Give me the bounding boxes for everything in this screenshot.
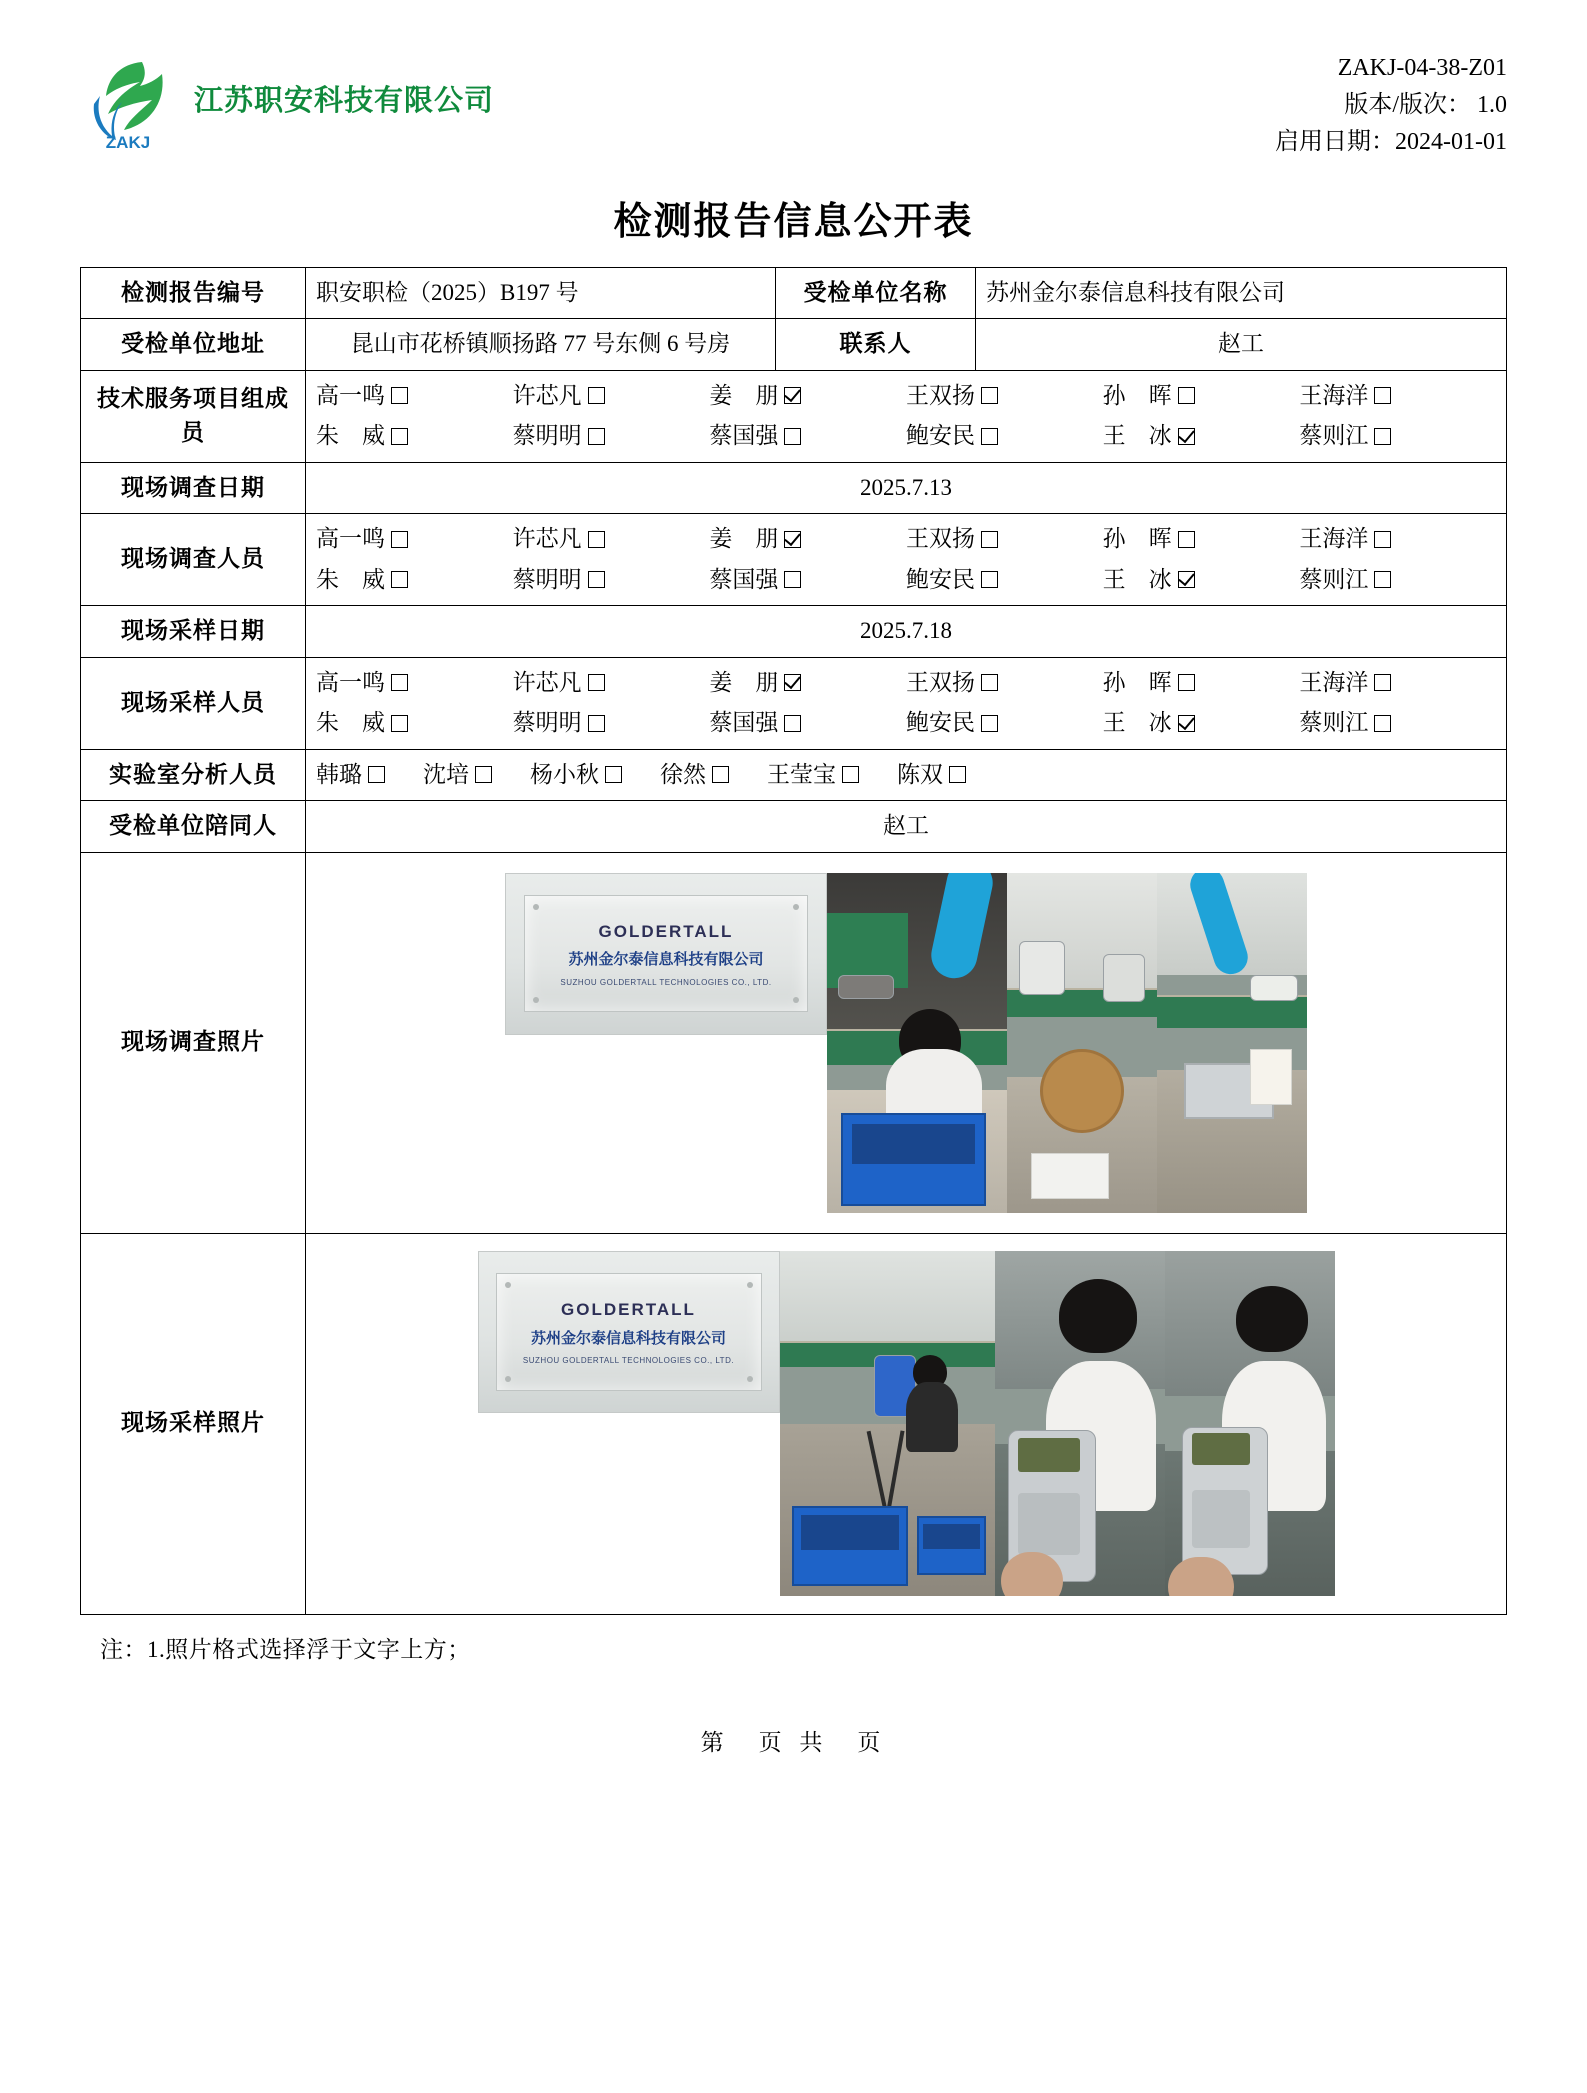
document-version: 版本/版次： 1.0 bbox=[1344, 92, 1507, 119]
person-checkbox-item[interactable] bbox=[1299, 419, 1496, 454]
person-name: 王莹宝 bbox=[767, 761, 836, 787]
person-name: 朱 威 bbox=[316, 710, 385, 736]
survey-people-label: 现场调查人员 bbox=[81, 514, 306, 606]
checkbox-empty-icon[interactable] bbox=[1374, 715, 1391, 732]
person-name: 蔡国强 bbox=[709, 710, 779, 736]
survey-date-label: 现场调查日期 bbox=[81, 462, 306, 514]
person-name: 孙 晖 bbox=[1102, 526, 1172, 552]
person-checkbox-item[interactable] bbox=[316, 379, 513, 414]
lab-people-list bbox=[316, 758, 1496, 793]
table-row bbox=[81, 852, 1507, 1233]
checkbox-empty-icon[interactable] bbox=[1374, 387, 1391, 404]
checkbox-empty-icon[interactable] bbox=[1374, 674, 1391, 691]
person-name: 鲍安民 bbox=[906, 710, 975, 736]
checkbox-empty-icon[interactable] bbox=[391, 715, 408, 732]
checkbox-empty-icon[interactable] bbox=[1178, 387, 1195, 404]
person-checkbox-item[interactable] bbox=[530, 758, 622, 793]
person-name: 蔡明明 bbox=[512, 423, 582, 449]
checkbox-empty-icon[interactable] bbox=[784, 715, 801, 732]
person-checkbox-item[interactable] bbox=[316, 419, 513, 454]
checkbox-empty-icon[interactable] bbox=[588, 428, 605, 445]
survey-photo-cell bbox=[306, 852, 1507, 1233]
photo-workshop-spools bbox=[1007, 873, 1157, 1213]
checkbox-empty-icon[interactable] bbox=[1374, 531, 1391, 548]
svg-text:ZAKJ: ZAKJ bbox=[105, 133, 151, 152]
table-row bbox=[81, 462, 1507, 514]
sign-sub-name-2: SUZHOU GOLDERTALL TECHNOLOGIES CO., LTD. bbox=[522, 1356, 735, 1366]
person-checkbox-item[interactable] bbox=[906, 666, 1103, 701]
person-checkbox-item[interactable] bbox=[709, 666, 906, 701]
person-name: 蔡国强 bbox=[709, 566, 779, 592]
table-row bbox=[81, 801, 1507, 853]
checkbox-empty-icon[interactable] bbox=[981, 428, 998, 445]
checkbox-checked-icon[interactable] bbox=[1178, 715, 1195, 732]
table-row bbox=[81, 657, 1507, 749]
photo-handheld-meter-1 bbox=[995, 1251, 1165, 1596]
sampling-photo-label: 现场采样照片 bbox=[81, 1233, 306, 1614]
sign-cn-name: 苏州金尔泰信息科技有限公司 bbox=[568, 951, 764, 969]
sign-sub-name: SUZHOU GOLDERTALL TECHNOLOGIES CO., LTD. bbox=[560, 977, 772, 987]
person-checkbox-item[interactable] bbox=[316, 522, 513, 557]
survey-people-grid bbox=[316, 522, 1496, 597]
person-checkbox-item[interactable] bbox=[1103, 379, 1300, 414]
person-checkbox-item[interactable] bbox=[1103, 706, 1300, 741]
team-label: 技术服务项目组成员 bbox=[81, 370, 306, 462]
person-name: 王 冰 bbox=[1102, 423, 1172, 449]
checkbox-empty-icon[interactable] bbox=[981, 674, 998, 691]
effective-date: 启用日期：2024-01-01 bbox=[1275, 129, 1507, 156]
lab-people-cell bbox=[306, 749, 1507, 801]
person-name: 王 冰 bbox=[1102, 566, 1172, 592]
person-checkbox-item[interactable] bbox=[316, 666, 513, 701]
contact-value: 赵工 bbox=[976, 319, 1507, 371]
checkbox-empty-icon[interactable] bbox=[368, 766, 385, 783]
person-checkbox-item[interactable] bbox=[906, 419, 1103, 454]
sampling-people-grid bbox=[316, 666, 1496, 741]
person-checkbox-item[interactable] bbox=[513, 522, 710, 557]
brand-block bbox=[80, 44, 494, 152]
header-meta bbox=[1275, 44, 1507, 162]
person-checkbox-item[interactable] bbox=[906, 706, 1103, 741]
person-checkbox-item[interactable] bbox=[1103, 419, 1300, 454]
checkbox-empty-icon[interactable] bbox=[1178, 674, 1195, 691]
checkbox-empty-icon[interactable] bbox=[588, 674, 605, 691]
photo-handheld-meter-2 bbox=[1165, 1251, 1335, 1596]
person-checkbox-item[interactable] bbox=[1299, 563, 1496, 598]
person-checkbox-item[interactable] bbox=[513, 379, 710, 414]
photo-company-sign bbox=[505, 873, 827, 1035]
checkbox-empty-icon[interactable] bbox=[588, 715, 605, 732]
person-name: 高一鸣 bbox=[316, 382, 385, 408]
person-checkbox-item[interactable] bbox=[709, 563, 906, 598]
person-name: 姜 朋 bbox=[709, 382, 779, 408]
person-checkbox-item[interactable] bbox=[1103, 666, 1300, 701]
person-checkbox-item[interactable] bbox=[423, 758, 492, 793]
checkbox-empty-icon[interactable] bbox=[712, 766, 729, 783]
report-no-value: 职安职检（2025）B197 号 bbox=[306, 267, 776, 319]
photo-worker-bench bbox=[827, 873, 1007, 1213]
photo-work-table bbox=[1157, 873, 1307, 1213]
person-name: 许芯凡 bbox=[512, 669, 582, 695]
checkbox-empty-icon[interactable] bbox=[391, 428, 408, 445]
checkbox-empty-icon[interactable] bbox=[475, 766, 492, 783]
checkbox-empty-icon[interactable] bbox=[1178, 531, 1195, 548]
table-row bbox=[81, 267, 1507, 319]
person-name: 韩璐 bbox=[316, 761, 362, 787]
survey-people-cell bbox=[306, 514, 1507, 606]
document-code: ZAKJ-04-38-Z01 bbox=[1337, 55, 1507, 81]
checkbox-empty-icon[interactable] bbox=[391, 531, 408, 548]
person-checkbox-item[interactable] bbox=[660, 758, 729, 793]
person-checkbox-item[interactable] bbox=[906, 522, 1103, 557]
checkbox-empty-icon[interactable] bbox=[605, 766, 622, 783]
person-name: 姜 朋 bbox=[709, 669, 779, 695]
survey-date-value: 2025.7.13 bbox=[306, 462, 1507, 514]
survey-photo-row bbox=[505, 873, 1307, 1213]
checkbox-empty-icon[interactable] bbox=[842, 766, 859, 783]
person-checkbox-item[interactable] bbox=[767, 758, 859, 793]
person-name: 杨小秋 bbox=[530, 761, 599, 787]
person-name: 朱 威 bbox=[316, 566, 385, 592]
company-name: 江苏职安科技有限公司 bbox=[194, 84, 495, 117]
checkbox-empty-icon[interactable] bbox=[391, 571, 408, 588]
checkbox-empty-icon[interactable] bbox=[981, 715, 998, 732]
person-name: 朱 威 bbox=[316, 423, 385, 449]
person-name: 王双扬 bbox=[906, 382, 975, 408]
survey-photo-label: 现场调查照片 bbox=[81, 852, 306, 1233]
sign-en-name-2: GOLDERTALL bbox=[561, 1300, 696, 1320]
person-checkbox-item[interactable] bbox=[1103, 522, 1300, 557]
company-logo-icon bbox=[80, 44, 176, 152]
person-checkbox-item[interactable] bbox=[1299, 666, 1496, 701]
person-name: 沈培 bbox=[423, 761, 469, 787]
sampling-people-cell bbox=[306, 657, 1507, 749]
table-row bbox=[81, 514, 1507, 606]
table-row bbox=[81, 370, 1507, 462]
lab-people-label: 实验室分析人员 bbox=[81, 749, 306, 801]
person-checkbox-item[interactable] bbox=[1299, 522, 1496, 557]
person-name: 鲍安民 bbox=[906, 566, 975, 592]
checkbox-empty-icon[interactable] bbox=[784, 571, 801, 588]
client-address-value: 昆山市花桥镇顺扬路 77 号东侧 6 号房 bbox=[306, 319, 776, 371]
checkbox-empty-icon[interactable] bbox=[1374, 428, 1391, 445]
person-checkbox-item[interactable] bbox=[513, 419, 710, 454]
sampling-date-value: 2025.7.18 bbox=[306, 606, 1507, 658]
checkbox-empty-icon[interactable] bbox=[981, 571, 998, 588]
person-checkbox-item[interactable] bbox=[709, 419, 906, 454]
person-name: 王双扬 bbox=[906, 669, 975, 695]
sampling-date-label: 现场采样日期 bbox=[81, 606, 306, 658]
person-checkbox-item[interactable] bbox=[906, 563, 1103, 598]
person-checkbox-item[interactable] bbox=[316, 706, 513, 741]
checkbox-checked-icon[interactable] bbox=[784, 674, 801, 691]
report-no-label: 检测报告编号 bbox=[81, 267, 306, 319]
person-checkbox-item[interactable] bbox=[513, 706, 710, 741]
person-checkbox-item[interactable] bbox=[1299, 706, 1496, 741]
person-name: 陈双 bbox=[897, 761, 943, 787]
person-checkbox-item[interactable] bbox=[1299, 379, 1496, 414]
accompany-label: 受检单位陪同人 bbox=[81, 801, 306, 853]
checkbox-empty-icon[interactable] bbox=[1374, 571, 1391, 588]
table-row bbox=[81, 606, 1507, 658]
person-name: 王双扬 bbox=[906, 526, 975, 552]
table-row bbox=[81, 1233, 1507, 1614]
table-row bbox=[81, 319, 1507, 371]
person-checkbox-item[interactable] bbox=[316, 758, 385, 793]
person-name: 蔡则江 bbox=[1299, 710, 1369, 736]
person-name: 许芯凡 bbox=[512, 382, 582, 408]
checkbox-empty-icon[interactable] bbox=[588, 531, 605, 548]
person-name: 鲍安民 bbox=[906, 423, 975, 449]
checkbox-checked-icon[interactable] bbox=[784, 531, 801, 548]
checkbox-empty-icon[interactable] bbox=[949, 766, 966, 783]
checkbox-checked-icon[interactable] bbox=[784, 387, 801, 404]
person-name: 孙 晖 bbox=[1102, 669, 1172, 695]
person-name: 高一鸣 bbox=[316, 669, 385, 695]
client-name-value: 苏州金尔泰信息科技有限公司 bbox=[976, 267, 1507, 319]
sign-en-name: GOLDERTALL bbox=[598, 921, 734, 941]
sampling-photo-cell bbox=[306, 1233, 1507, 1614]
person-checkbox-item[interactable] bbox=[1103, 563, 1300, 598]
document-header bbox=[80, 30, 1507, 162]
page-title: 检测报告信息公开表 bbox=[613, 200, 974, 243]
checkbox-empty-icon[interactable] bbox=[588, 571, 605, 588]
person-name: 蔡则江 bbox=[1299, 423, 1369, 449]
checkbox-empty-icon[interactable] bbox=[981, 387, 998, 404]
person-name: 姜 朋 bbox=[709, 526, 779, 552]
checkbox-checked-icon[interactable] bbox=[1178, 428, 1195, 445]
person-name: 王 冰 bbox=[1102, 710, 1172, 736]
sampling-photo-row bbox=[478, 1251, 1335, 1596]
sampling-photo-wrap bbox=[306, 1234, 1506, 1614]
person-name: 王海洋 bbox=[1299, 669, 1369, 695]
person-name: 蔡明明 bbox=[512, 710, 582, 736]
team-members-grid bbox=[316, 379, 1496, 454]
photo-sampling-tripod bbox=[780, 1251, 995, 1596]
person-checkbox-item[interactable] bbox=[709, 379, 906, 414]
page-number: 第 页 共 页 bbox=[700, 1729, 887, 1755]
person-name: 王海洋 bbox=[1299, 382, 1369, 408]
checkbox-empty-icon[interactable] bbox=[588, 387, 605, 404]
client-name-label: 受检单位名称 bbox=[776, 267, 976, 319]
client-address-label: 受检单位地址 bbox=[81, 319, 306, 371]
person-checkbox-item[interactable] bbox=[709, 522, 906, 557]
checkbox-checked-icon[interactable] bbox=[1178, 571, 1195, 588]
photo-company-sign-2 bbox=[478, 1251, 780, 1413]
team-members-cell bbox=[306, 370, 1507, 462]
sign-cn-name-2: 苏州金尔泰信息科技有限公司 bbox=[530, 1329, 726, 1347]
person-name: 孙 晖 bbox=[1102, 382, 1172, 408]
table-row bbox=[81, 749, 1507, 801]
person-name: 徐然 bbox=[660, 761, 706, 787]
checkbox-empty-icon[interactable] bbox=[391, 387, 408, 404]
person-checkbox-item[interactable] bbox=[906, 379, 1103, 414]
checkbox-empty-icon[interactable] bbox=[981, 531, 998, 548]
contact-label: 联系人 bbox=[776, 319, 976, 371]
sampling-people-label: 现场采样人员 bbox=[81, 657, 306, 749]
person-checkbox-item[interactable] bbox=[513, 666, 710, 701]
checkbox-empty-icon[interactable] bbox=[391, 674, 408, 691]
accompany-value: 赵工 bbox=[306, 801, 1507, 853]
person-name: 蔡则江 bbox=[1299, 566, 1369, 592]
person-name: 高一鸣 bbox=[316, 526, 385, 552]
person-name: 蔡国强 bbox=[709, 423, 779, 449]
person-name: 蔡明明 bbox=[512, 566, 582, 592]
person-checkbox-item[interactable] bbox=[513, 563, 710, 598]
person-checkbox-item[interactable] bbox=[316, 563, 513, 598]
person-checkbox-item[interactable] bbox=[709, 706, 906, 741]
person-name: 王海洋 bbox=[1299, 526, 1369, 552]
report-info-table bbox=[80, 267, 1507, 1615]
survey-photo-wrap bbox=[306, 853, 1506, 1233]
person-checkbox-item[interactable] bbox=[897, 758, 966, 793]
footnote: 注：1.照片格式选择浮于文字上方； bbox=[100, 1636, 471, 1662]
person-name: 许芯凡 bbox=[512, 526, 582, 552]
checkbox-empty-icon[interactable] bbox=[784, 428, 801, 445]
